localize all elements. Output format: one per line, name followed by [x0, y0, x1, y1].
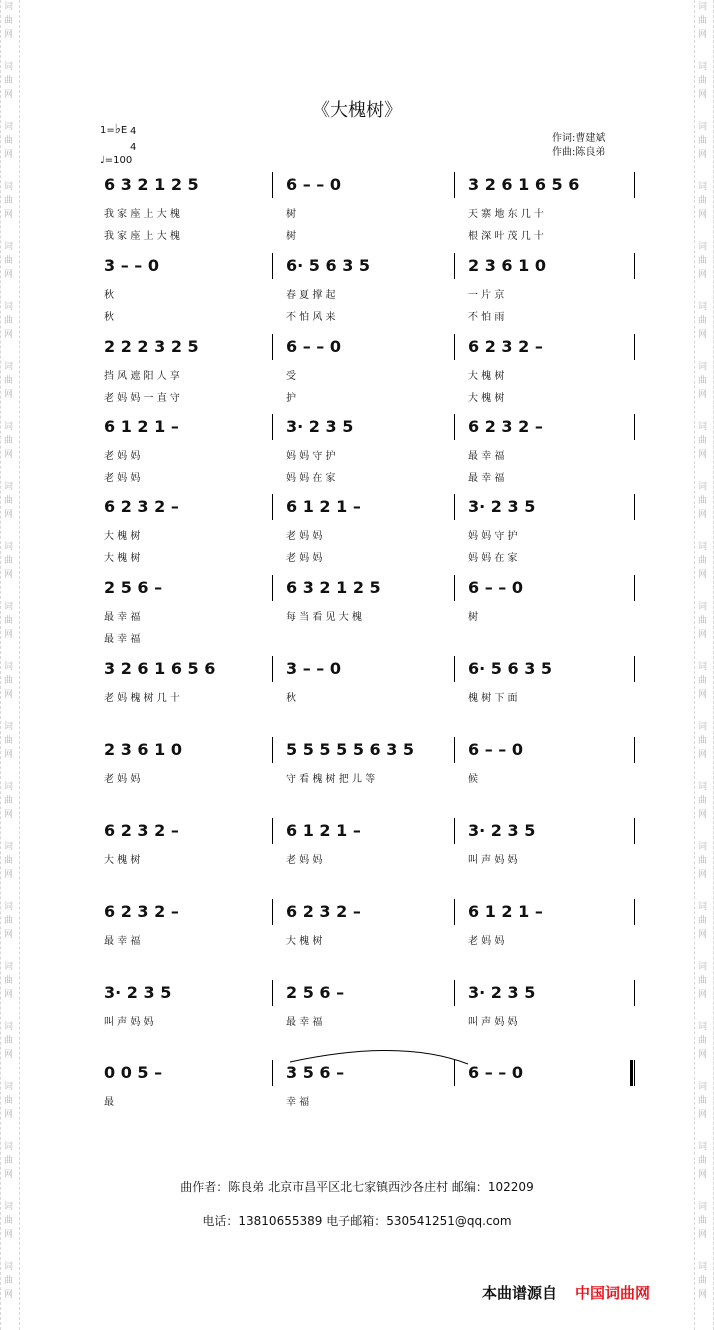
note-measure: 6· 5 6 3 5 [468, 659, 553, 678]
note-measure: 6 – – 0 [286, 175, 341, 194]
watermark-char: 网 [698, 150, 708, 160]
lyric-line-2: 不 怕 雨 [468, 312, 505, 323]
watermark-char: 曲 [4, 316, 14, 326]
watermark-char: 网 [698, 990, 708, 1000]
watermark-char: 词 [4, 242, 14, 252]
lyric-line-1: 最 幸 福 [104, 612, 141, 623]
note-measure: 3· 2 3 5 [104, 983, 172, 1002]
watermark-char: 词 [4, 362, 14, 372]
lyric-line-1: 叫 声 妈 妈 [468, 1017, 518, 1028]
lyric-line-1: 春 夏 撑 起 [286, 290, 336, 301]
flat-symbol: ♭ [114, 122, 121, 137]
note-measure: 6 1 2 1 – [286, 497, 361, 516]
lyric-line-1: 挡 风 遮 阳 人 享 [104, 371, 180, 382]
lyric-line-1: 守 看 槐 树 把 儿 等 [286, 774, 376, 785]
note-measure: 6 1 2 1 – [468, 902, 543, 921]
lyric-line-1: 受 [286, 371, 296, 382]
watermark-char: 词 [4, 962, 14, 972]
watermark-char: 网 [698, 1170, 708, 1180]
note-measure: 3· 2 3 5 [468, 821, 536, 840]
key-prefix: 1= [100, 125, 115, 136]
watermark-char: 网 [4, 30, 14, 40]
watermark-char: 网 [698, 1110, 708, 1120]
watermark-char: 词 [698, 902, 708, 912]
watermark-char: 网 [4, 390, 14, 400]
lyric-line-1: 幸 福 [286, 1097, 310, 1108]
lyric-line-1: 叫 声 妈 妈 [104, 1017, 154, 1028]
note-measure: 3· 2 3 5 [468, 983, 536, 1002]
lyric-line-1: 每 当 看 见 大 槐 [286, 612, 362, 623]
watermark-char: 网 [698, 330, 708, 340]
note-measure: 3· 2 3 5 [286, 417, 354, 436]
note-measure: 3 – – 0 [104, 256, 159, 275]
watermark-char: 网 [4, 1110, 14, 1120]
watermark-char: 网 [698, 1050, 708, 1060]
watermark-char: 曲 [4, 856, 14, 866]
watermark-char: 网 [698, 690, 708, 700]
note-measure: 6 3 2 1 2 5 [286, 578, 381, 597]
lyric-line-1: 大 槐 树 [286, 936, 323, 947]
time-signature-top: 4 [130, 126, 137, 137]
lyric-line-2: 不 怕 风 来 [286, 312, 336, 323]
watermark-char: 曲 [4, 1276, 14, 1286]
watermark-char: 曲 [698, 856, 708, 866]
note-measure: 3 2 6 1 6 5 6 [468, 175, 580, 194]
song-title: 《大槐树》 [312, 100, 402, 121]
lyric-line-1: 老 妈 妈 [286, 855, 323, 866]
watermark-char: 曲 [4, 376, 14, 386]
note-measure: 6 2 3 2 – [104, 497, 179, 516]
note-measure: 6 – – 0 [468, 1063, 523, 1082]
watermark-char: 词 [698, 602, 708, 612]
watermark-char: 词 [4, 422, 14, 432]
lyric-line-2: 树 [286, 231, 296, 242]
note-measure: 6 – – 0 [286, 337, 341, 356]
lyric-line-1: 最 幸 福 [468, 451, 505, 462]
lyric-line-1: 最 幸 福 [104, 936, 141, 947]
watermark-char: 曲 [698, 616, 708, 626]
lyric-line-2: 最 幸 福 [468, 473, 505, 484]
watermark-char: 词 [4, 902, 14, 912]
watermark-char: 词 [4, 1082, 14, 1092]
watermark-char: 词 [4, 62, 14, 72]
watermark-char: 网 [4, 930, 14, 940]
watermark-char: 曲 [698, 376, 708, 386]
watermark-char: 曲 [4, 496, 14, 506]
watermark-char: 词 [698, 1142, 708, 1152]
note-measure: 3 2 6 1 6 5 6 [104, 659, 216, 678]
note-measure: 6 2 3 2 – [104, 821, 179, 840]
note-measure: 2 3 6 1 0 [104, 740, 182, 759]
lyric-line-2: 护 [286, 393, 296, 404]
watermark-char: 词 [4, 302, 14, 312]
watermark-char: 曲 [698, 496, 708, 506]
lyric-line-1: 槐 树 下 面 [468, 693, 518, 704]
lyric-line-2: 根 深 叶 茂 几 十 [468, 231, 544, 242]
lyric-line-1: 大 槐 树 [468, 371, 505, 382]
watermark-char: 曲 [698, 796, 708, 806]
watermark-char: 网 [698, 570, 708, 580]
watermark-char: 曲 [4, 76, 14, 86]
watermark-char: 网 [698, 270, 708, 280]
watermark-char: 曲 [698, 1216, 708, 1226]
watermark-char: 曲 [4, 1216, 14, 1226]
lyric-line-1: 妈 妈 守 护 [286, 451, 336, 462]
lyric-line-1: 老 妈 妈 [286, 531, 323, 542]
watermark-char: 网 [698, 450, 708, 460]
note-measure: 3· 2 3 5 [468, 497, 536, 516]
watermark-char: 曲 [4, 436, 14, 446]
lyric-line-1: 最 [104, 1097, 114, 1108]
watermark-char: 词 [698, 62, 708, 72]
lyric-line-1: 老 妈 妈 [468, 936, 505, 947]
watermark-char: 词 [4, 602, 14, 612]
watermark-char: 词 [698, 302, 708, 312]
watermark-char: 网 [4, 1290, 14, 1300]
watermark-char: 曲 [698, 1276, 708, 1286]
watermark-char: 词 [698, 782, 708, 792]
watermark-char: 曲 [4, 1036, 14, 1046]
watermark-char: 网 [4, 570, 14, 580]
contact-info: 电话：13810655389 电子邮箱：530541251@qq.com [202, 1214, 512, 1228]
source-brand: 中国词曲网 [575, 1284, 651, 1302]
note-measure: 2 5 6 – [104, 578, 163, 597]
watermark-char: 曲 [4, 1156, 14, 1166]
watermark-char: 网 [4, 990, 14, 1000]
watermark-char: 词 [698, 722, 708, 732]
watermark-char: 网 [4, 90, 14, 100]
note-measure: 2 5 6 – [286, 983, 345, 1002]
watermark-char: 词 [698, 1202, 708, 1212]
note-measure: 6 2 3 2 – [286, 902, 361, 921]
watermark-char: 词 [698, 1022, 708, 1032]
lyric-line-2: 老 妈 妈 一 直 守 [104, 393, 180, 404]
lyric-line-1: 一 片 京 [468, 290, 505, 301]
watermark-char: 网 [4, 750, 14, 760]
watermark-char: 网 [698, 510, 708, 520]
watermark-char: 曲 [698, 1156, 708, 1166]
lyricist: 作词:曹建斌 [552, 133, 606, 144]
lyric-line-1: 树 [286, 209, 296, 220]
note-measure: 6 1 2 1 – [286, 821, 361, 840]
lyric-line-1: 候 [468, 774, 478, 785]
watermark-char: 词 [4, 122, 14, 132]
watermark-char: 词 [698, 962, 708, 972]
watermark-char: 网 [4, 270, 14, 280]
note-measure: 3 – – 0 [286, 659, 341, 678]
watermark-char: 曲 [698, 136, 708, 146]
watermark-char: 词 [698, 422, 708, 432]
watermark-char: 曲 [698, 1096, 708, 1106]
watermark-char: 词 [698, 542, 708, 552]
lyric-line-2: 我 家 座 上 大 槐 [104, 231, 180, 242]
watermark-char: 词 [4, 842, 14, 852]
watermark-char: 曲 [698, 736, 708, 746]
watermark-char: 曲 [4, 556, 14, 566]
watermark-char: 词 [698, 122, 708, 132]
note-measure: 6 2 3 2 – [104, 902, 179, 921]
watermark-char: 网 [698, 750, 708, 760]
watermark-char: 词 [4, 2, 14, 12]
watermark-char: 网 [4, 330, 14, 340]
lyric-line-2: 妈 妈 在 家 [286, 473, 336, 484]
watermark-char: 网 [4, 510, 14, 520]
tempo-marking: ♩=100 [100, 155, 133, 166]
source-attribution [482, 1282, 650, 1303]
watermark-char: 网 [4, 1050, 14, 1060]
lyric-line-1: 老 妈 妈 [104, 774, 141, 785]
watermark-char: 曲 [4, 196, 14, 206]
watermark-char: 词 [4, 1022, 14, 1032]
lyric-line-2: 最 幸 福 [104, 634, 141, 645]
lyric-line-1: 天 寨 地 东 几 十 [468, 209, 544, 220]
watermark-char: 网 [4, 690, 14, 700]
source-label: 本曲谱源自 [482, 1284, 558, 1302]
key-letter: E [120, 125, 128, 136]
lyric-line-2: 大 槐 树 [104, 553, 141, 564]
watermark-char: 网 [4, 450, 14, 460]
watermark-char: 曲 [4, 976, 14, 986]
watermark-char: 词 [698, 1082, 708, 1092]
watermark-char: 曲 [698, 676, 708, 686]
watermark-char: 网 [698, 90, 708, 100]
lyric-line-1: 老 妈 妈 [104, 451, 141, 462]
time-signature-bottom: 4 [130, 142, 137, 153]
watermark-char: 词 [698, 182, 708, 192]
watermark-char: 网 [698, 870, 708, 880]
watermark-char: 曲 [698, 76, 708, 86]
watermark-char: 曲 [698, 556, 708, 566]
lyric-line-1: 秋 [286, 693, 296, 704]
watermark-char: 词 [4, 1262, 14, 1272]
watermark-char: 曲 [4, 1096, 14, 1106]
watermark-char: 词 [698, 482, 708, 492]
watermark-char: 曲 [4, 916, 14, 926]
note-measure: 6· 5 6 3 5 [286, 256, 371, 275]
watermark-char: 网 [698, 630, 708, 640]
watermark-char: 曲 [698, 436, 708, 446]
note-measure: 6 1 2 1 – [104, 417, 179, 436]
composer: 作曲:陈良弟 [552, 147, 606, 158]
lyric-line-1: 秋 [104, 290, 114, 301]
watermark-char: 词 [698, 1262, 708, 1272]
watermark-char: 网 [4, 1230, 14, 1240]
lyric-line-2: 老 妈 妈 [286, 553, 323, 564]
note-measure: 3 5 6 – [286, 1063, 345, 1082]
watermark-char: 词 [4, 662, 14, 672]
note-measure: 6 3 2 1 2 5 [104, 175, 199, 194]
watermark-char: 词 [698, 2, 708, 12]
watermark-char: 曲 [4, 16, 14, 26]
note-measure: 6 – – 0 [468, 578, 523, 597]
note-measure: 0 0 5 – [104, 1063, 163, 1082]
watermark-char: 曲 [4, 736, 14, 746]
watermark-char: 曲 [698, 316, 708, 326]
watermark-char: 网 [4, 630, 14, 640]
watermark-char: 网 [698, 1290, 708, 1300]
note-measure: 6 2 3 2 – [468, 417, 543, 436]
lyric-line-1: 最 幸 福 [286, 1017, 323, 1028]
watermark-char: 词 [4, 1202, 14, 1212]
note-measure: 2 2 2 3 2 5 [104, 337, 199, 356]
watermark-char: 网 [698, 390, 708, 400]
lyric-line-2: 大 槐 树 [468, 393, 505, 404]
watermark-char: 曲 [698, 916, 708, 926]
watermark-char: 词 [4, 722, 14, 732]
tie-arc [290, 1050, 468, 1064]
watermark-char: 网 [698, 210, 708, 220]
watermark-char: 词 [698, 842, 708, 852]
watermark-char: 网 [4, 210, 14, 220]
watermark-char: 网 [698, 930, 708, 940]
lyric-line-1: 老 妈 槐 树 几 十 [104, 693, 180, 704]
watermark-char: 网 [4, 810, 14, 820]
watermark-char: 词 [4, 182, 14, 192]
lyric-line-2: 老 妈 妈 [104, 473, 141, 484]
watermark-char: 词 [698, 242, 708, 252]
watermark-char: 词 [698, 362, 708, 372]
watermark-char: 网 [698, 30, 708, 40]
watermark-char: 曲 [4, 796, 14, 806]
composer-address: 曲作者：陈良弟 北京市昌平区北七家镇西沙各庄村 邮编：102209 [180, 1180, 534, 1194]
note-measure: 6 2 3 2 – [468, 337, 543, 356]
watermark-char: 曲 [4, 616, 14, 626]
watermark-char: 曲 [698, 256, 708, 266]
lyric-line-2: 秋 [104, 312, 114, 323]
lyric-line-2: 妈 妈 在 家 [468, 553, 518, 564]
watermark-char: 词 [4, 482, 14, 492]
watermark-char: 网 [4, 870, 14, 880]
lyric-line-1: 叫 声 妈 妈 [468, 855, 518, 866]
watermark-char: 曲 [4, 136, 14, 146]
lyric-line-1: 我 家 座 上 大 槐 [104, 209, 180, 220]
watermark-char: 网 [4, 1170, 14, 1180]
note-measure: 5 5 5 5 5 6 3 5 [286, 740, 415, 759]
watermark-char: 曲 [698, 1036, 708, 1046]
watermark-char: 曲 [698, 976, 708, 986]
note-measure: 6 – – 0 [468, 740, 523, 759]
watermark-char: 曲 [698, 196, 708, 206]
watermark-char: 词 [4, 1142, 14, 1152]
watermark-char: 词 [4, 542, 14, 552]
watermark-char: 曲 [698, 16, 708, 26]
lyric-line-1: 大 槐 树 [104, 855, 141, 866]
lyric-line-1: 大 槐 树 [104, 531, 141, 542]
watermark-char: 网 [4, 150, 14, 160]
watermark-char: 网 [698, 810, 708, 820]
watermark-char: 词 [698, 662, 708, 672]
lyric-line-1: 树 [468, 612, 478, 623]
watermark-char: 词 [4, 782, 14, 792]
lyric-line-1: 妈 妈 守 护 [468, 531, 518, 542]
note-measure: 2 3 6 1 0 [468, 256, 546, 275]
watermark-char: 曲 [4, 256, 14, 266]
watermark-char: 网 [698, 1230, 708, 1240]
watermark-char: 曲 [4, 676, 14, 686]
